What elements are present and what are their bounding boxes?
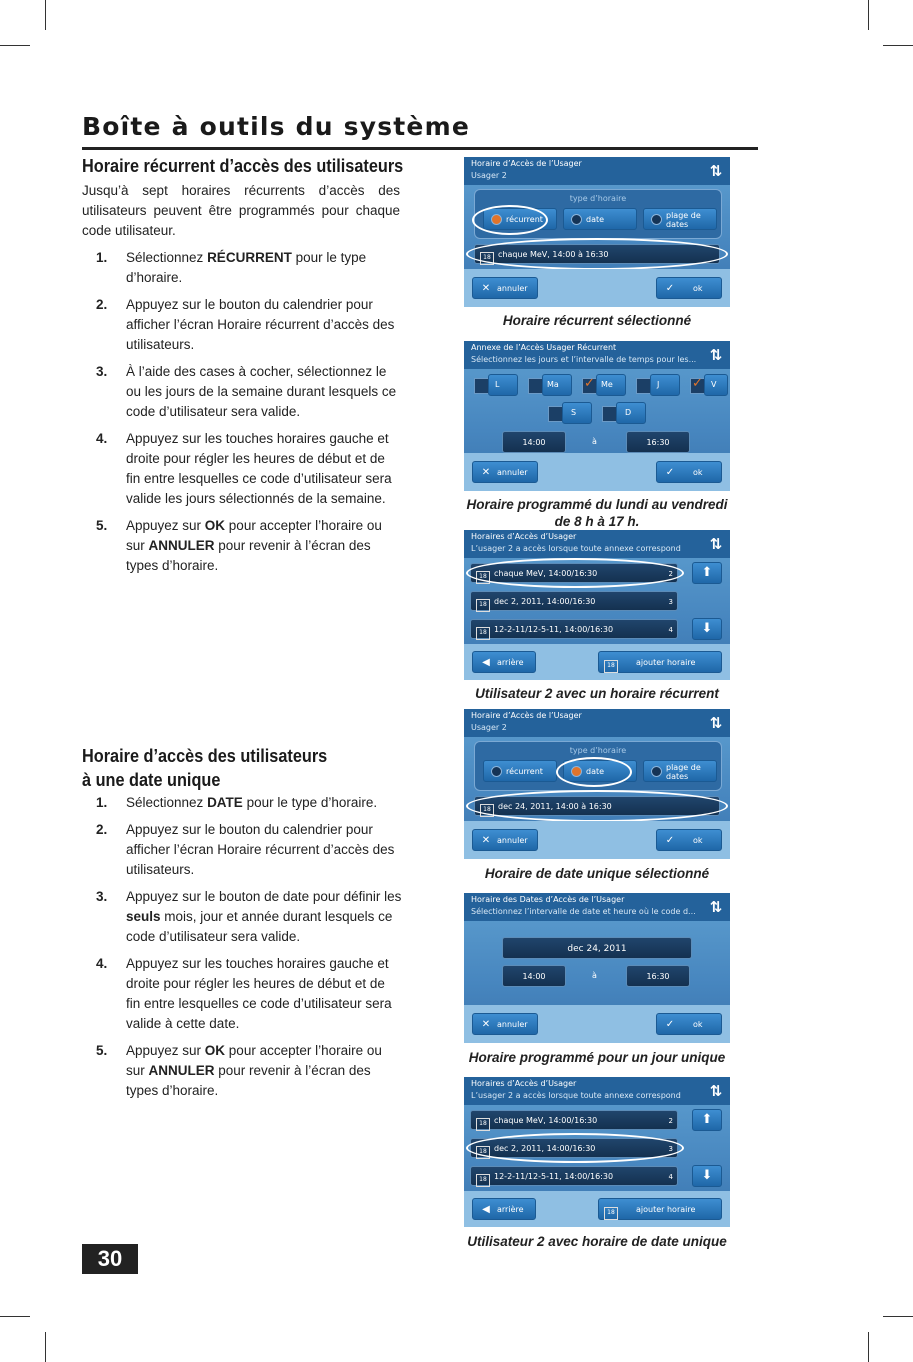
day-label: S	[571, 408, 577, 417]
list-item-number: 2	[668, 1117, 673, 1125]
screen-title: Horaire des Dates d’Accès de l’Usager	[471, 895, 625, 904]
step-text: pour accepter l’horaire ou sur	[126, 518, 382, 553]
button-label: annuler	[497, 1020, 528, 1029]
option-label: plage de	[666, 763, 701, 772]
list-item-number: 3	[668, 1145, 673, 1153]
step-text: Appuyez sur les touches horaires gauche et droite pour régler les heures de début et de fin entre lesquelles ce code d’utilisateur sera valide les jours sélectionnés de la semaine.	[126, 431, 392, 506]
calendar-icon: 18	[476, 1174, 490, 1187]
screen-type-date	[464, 709, 730, 859]
start-time-button[interactable]: 14:00	[502, 965, 566, 987]
check-icon: ✓	[665, 467, 675, 478]
button-label: arrière	[497, 1205, 524, 1214]
screen-subtitle: L’usager 2 a accès lorsque toute annexe correspond	[471, 544, 681, 553]
step-number: 4.	[96, 431, 108, 446]
step-number: 2.	[96, 822, 108, 837]
calendar-icon: 18	[480, 252, 494, 265]
button-label: ajouter horaire	[636, 1205, 696, 1214]
check-icon: ✓	[665, 283, 675, 294]
list-item-text: chaque MeV, 14:00/16:30	[494, 569, 598, 578]
screen-footer	[464, 644, 730, 680]
x-icon: ✕	[481, 1019, 491, 1030]
section2-steps	[82, 793, 402, 1108]
time-separator: à	[592, 971, 597, 980]
step-text: Sélectionnez	[126, 250, 208, 265]
day-label: J	[657, 380, 660, 389]
day-label: D	[625, 408, 632, 417]
step-number: 1.	[96, 795, 108, 810]
x-icon: ✕	[481, 467, 491, 478]
start-time-button[interactable]: 14:00	[502, 431, 566, 453]
step-item	[82, 248, 402, 288]
screen-footer	[464, 1005, 730, 1043]
step-keyword: ANNULER	[148, 538, 215, 553]
add-schedule-button[interactable]	[598, 1198, 722, 1220]
crop-mark	[868, 1332, 869, 1362]
screen-footer	[464, 453, 730, 491]
day-button-d[interactable]	[616, 402, 646, 424]
day-button-l[interactable]	[488, 374, 518, 396]
radio-icon	[651, 214, 662, 225]
step-text: À l’aide des cases à cocher, sélectionnez le ou les jours de la semaine durant lesquels ce code d’utilisateur sera valide.	[126, 364, 397, 419]
ok-button[interactable]	[656, 461, 722, 483]
option-label: plage de	[666, 211, 701, 220]
schedule-type-label: type d’horaire	[569, 194, 627, 203]
date-button[interactable]: dec 24, 2011	[502, 937, 692, 959]
list-item-text: dec 2, 2011, 14:00/16:30	[494, 597, 596, 606]
cancel-button[interactable]	[472, 277, 538, 299]
button-label: ok	[693, 836, 703, 845]
day-button-ma[interactable]	[542, 374, 572, 396]
check-icon: ✓	[665, 1019, 675, 1030]
step-number: 1.	[96, 250, 108, 265]
x-icon: ✕	[481, 283, 491, 294]
step-item	[82, 887, 402, 947]
step-text: pour le type d’horaire.	[242, 795, 378, 810]
step-item	[82, 1041, 402, 1101]
cancel-button[interactable]	[472, 1013, 538, 1035]
highlight-ring	[466, 790, 728, 822]
screen-subtitle: L’usager 2 a accès lorsque toute annexe correspond	[471, 1091, 681, 1100]
radio-icon	[491, 766, 502, 777]
back-arrow-icon: ◀	[482, 657, 490, 668]
screen-recurrent-days	[464, 341, 730, 491]
button-label: ok	[693, 284, 703, 293]
screen-footer	[464, 821, 730, 859]
step-text: Appuyez sur	[126, 1043, 205, 1058]
cancel-button[interactable]	[472, 829, 538, 851]
scroll-up-arrow-icon[interactable]: ⬆	[692, 562, 722, 584]
day-button-v[interactable]	[704, 374, 728, 396]
highlight-ring	[472, 205, 548, 235]
check-icon: ✓	[665, 835, 675, 846]
highlight-ring	[556, 757, 632, 787]
back-button[interactable]	[472, 651, 536, 673]
screen-schedule-list-1	[464, 530, 730, 680]
day-label: V	[711, 380, 717, 389]
day-label: L	[495, 380, 500, 389]
page-number: 30	[82, 1244, 138, 1274]
screen-title: Horaires d’Accès d’Usager	[471, 1079, 577, 1088]
screen-subtitle: Sélectionnez les jours et l’intervalle de temps pour les...	[471, 355, 697, 364]
time-separator: à	[592, 437, 597, 446]
step-number: 5.	[96, 1043, 108, 1058]
calendar-icon: 18	[476, 599, 490, 612]
step-text: mois, jour et année durant lesquels ce code d’utilisateur sera valide.	[126, 909, 393, 944]
button-label: annuler	[497, 284, 528, 293]
end-time-button[interactable]: 16:30	[626, 431, 690, 453]
ok-button[interactable]	[656, 277, 722, 299]
plug-arrow-icon[interactable]: ⇅	[709, 714, 723, 732]
scroll-up-arrow-icon[interactable]: ⬆	[692, 1109, 722, 1131]
day-button-j[interactable]	[650, 374, 680, 396]
crop-mark	[883, 1316, 913, 1317]
screen-subtitle: Usager 2	[471, 171, 507, 180]
schedule-type-label: type d’horaire	[569, 746, 627, 755]
button-label: ok	[693, 468, 703, 477]
crop-mark	[0, 1316, 30, 1317]
button-label: ajouter horaire	[636, 658, 696, 667]
button-label: annuler	[497, 468, 528, 477]
day-button-s[interactable]	[562, 402, 592, 424]
end-time-button[interactable]: 16:30	[626, 965, 690, 987]
date-option[interactable]	[563, 208, 637, 230]
calendar-icon: 18	[476, 1118, 490, 1131]
option-label: date	[586, 767, 605, 776]
step-number: 3.	[96, 364, 108, 379]
step-text: pour revenir à l’écran des types d’horaire.	[126, 1063, 371, 1098]
list-item-number: 2	[668, 570, 673, 578]
option-label: date	[586, 215, 605, 224]
list-item-number: 4	[668, 1173, 673, 1181]
plug-arrow-icon[interactable]: ⇅	[709, 1082, 723, 1100]
calendar-icon: 18	[476, 1146, 490, 1159]
caption-2: Horaire programmé du lundi au vendredi de 8 h à 17 h.	[466, 497, 728, 529]
plug-arrow-icon[interactable]: ⇅	[709, 535, 723, 553]
list-item-text: dec 2, 2011, 14:00/16:30	[494, 1144, 596, 1153]
screen-footer	[464, 1191, 730, 1227]
step-text: Appuyez sur	[126, 518, 205, 533]
day-button-me[interactable]	[596, 374, 626, 396]
list-item[interactable]	[470, 1166, 678, 1186]
step-keyword: OK	[204, 518, 226, 533]
x-icon: ✕	[481, 835, 491, 846]
section2-heading-line2: à une date unique	[82, 769, 221, 790]
highlight-ring	[466, 1133, 684, 1163]
list-item-text: chaque MeV, 14:00/16:30	[494, 1116, 598, 1125]
step-text: Appuyez sur le bouton de date pour définir les	[126, 889, 402, 904]
option-label: récurrent	[506, 767, 543, 776]
crop-mark	[0, 45, 30, 46]
button-label: ok	[693, 1020, 703, 1029]
caption-1: Horaire récurrent sélectionné	[502, 313, 692, 328]
section1-heading: Horaire récurrent d’accès des utilisateurs	[82, 155, 404, 176]
step-text: pour accepter l’horaire ou sur	[126, 1043, 382, 1078]
screen-title: Annexe de l’Accès Usager Récurrent	[471, 343, 617, 352]
step-item	[82, 295, 402, 355]
crop-mark	[883, 45, 913, 46]
back-arrow-icon: ◀	[482, 1204, 490, 1215]
option-label: récurrent	[506, 215, 543, 224]
list-item[interactable]	[470, 591, 678, 611]
step-item	[82, 429, 402, 509]
button-label: annuler	[497, 836, 528, 845]
section2-heading-line1: Horaire d’accès des utilisateurs	[82, 745, 328, 766]
caption-5: Horaire programmé pour un jour unique	[468, 1050, 726, 1065]
list-item[interactable]	[470, 619, 678, 639]
calendar-icon: 18	[476, 571, 490, 584]
calendar-icon: 18	[480, 804, 494, 817]
step-text: Appuyez sur les touches horaires gauche et droite pour régler les heures de début et de fin entre lesquelles ce code d’utilisateur sera valide à cette date.	[126, 956, 392, 1031]
back-button[interactable]	[472, 1198, 536, 1220]
step-number: 2.	[96, 297, 108, 312]
list-item-text: 12-2-11/12-5-11, 14:00/16:30	[494, 1172, 614, 1181]
crop-mark	[45, 0, 46, 30]
section1-intro: Jusqu’à sept horaires récurrents d’accès des utilisateurs peuvent être programmés pour chaque code utilisateur.	[82, 183, 400, 238]
schedule-value: dec 24, 2011, 14:00 à 16:30	[498, 802, 612, 811]
screen-subtitle: Sélectionnez l’intervalle de date et heure où le code d...	[471, 907, 696, 916]
step-item	[82, 820, 402, 880]
radio-icon	[571, 214, 582, 225]
crop-mark	[45, 1332, 46, 1362]
step-keyword: RÉCURRENT	[207, 250, 292, 265]
ok-button[interactable]	[656, 1013, 722, 1035]
title-rule	[82, 147, 758, 150]
option-label: dates	[666, 220, 689, 229]
step-number: 5.	[96, 518, 108, 533]
caption-4: Horaire de date unique sélectionné	[484, 866, 710, 881]
screen-schedule-list-2	[464, 1077, 730, 1227]
radio-icon	[651, 766, 662, 777]
plug-arrow-icon[interactable]: ⇅	[709, 346, 723, 364]
list-item[interactable]	[470, 1110, 678, 1130]
step-keyword: DATE	[207, 795, 243, 810]
calendar-icon: 18	[476, 627, 490, 640]
date-range-option[interactable]	[643, 760, 717, 782]
screen-title: Horaires d’Accès d’Usager	[471, 532, 577, 541]
list-item-text: 12-2-11/12-5-11, 14:00/16:30	[494, 625, 614, 634]
list-item-number: 4	[668, 626, 673, 634]
highlight-ring	[466, 238, 728, 270]
caption-3: Utilisateur 2 avec un horaire récurrent	[475, 686, 719, 701]
calendar-icon: 18	[604, 1207, 618, 1220]
step-text: pour revenir à l’écran des types d’horaire.	[126, 538, 371, 573]
add-schedule-button[interactable]	[598, 651, 722, 673]
caption-6: Utilisateur 2 avec horaire de date unique	[467, 1234, 727, 1249]
section1-steps	[82, 248, 402, 583]
step-keyword: OK	[204, 1043, 226, 1058]
step-keyword: seuls	[126, 909, 161, 924]
step-text: Sélectionnez	[126, 795, 208, 810]
crop-mark	[868, 0, 869, 30]
screen-title: Horaire d’Accès de l’Usager	[471, 711, 582, 720]
step-number: 4.	[96, 956, 108, 971]
screen-subtitle: Usager 2	[471, 723, 507, 732]
step-keyword: ANNULER	[148, 1063, 215, 1078]
ok-button[interactable]	[656, 829, 722, 851]
page-title: Boîte à outils du système	[82, 112, 470, 141]
step-text: Appuyez sur le bouton du calendrier pour afficher l’écran Horaire récurrent d’accès des utilisateurs.	[126, 297, 395, 352]
screen-type-recurrent	[464, 157, 730, 307]
calendar-icon: 18	[604, 660, 618, 673]
step-item	[82, 954, 402, 1034]
step-item	[82, 793, 402, 813]
step-item	[82, 362, 402, 422]
step-text: Appuyez sur le bouton du calendrier pour afficher l’écran Horaire récurrent d’accès des utilisateurs.	[126, 822, 395, 877]
scroll-down-arrow-icon[interactable]: ⬇	[692, 618, 722, 640]
screen-footer	[464, 269, 730, 307]
plug-arrow-icon[interactable]: ⇅	[709, 898, 723, 916]
day-label: Ma	[547, 380, 559, 389]
date-range-option[interactable]	[643, 208, 717, 230]
day-label: Me	[601, 380, 613, 389]
option-label: dates	[666, 772, 689, 781]
scroll-down-arrow-icon[interactable]: ⬇	[692, 1165, 722, 1187]
schedule-value: chaque MeV, 14:00 à 16:30	[498, 250, 609, 259]
screen-title: Horaire d’Accès de l’Usager	[471, 159, 582, 168]
cancel-button[interactable]	[472, 461, 538, 483]
button-label: arrière	[497, 658, 524, 667]
list-item-number: 3	[668, 598, 673, 606]
plug-arrow-icon[interactable]: ⇅	[709, 162, 723, 180]
step-item	[82, 516, 402, 576]
step-number: 3.	[96, 889, 108, 904]
step-text: pour le type d’horaire.	[126, 250, 367, 285]
highlight-ring	[466, 558, 684, 588]
recurrent-option[interactable]	[483, 760, 557, 782]
screen-single-date	[464, 893, 730, 1043]
